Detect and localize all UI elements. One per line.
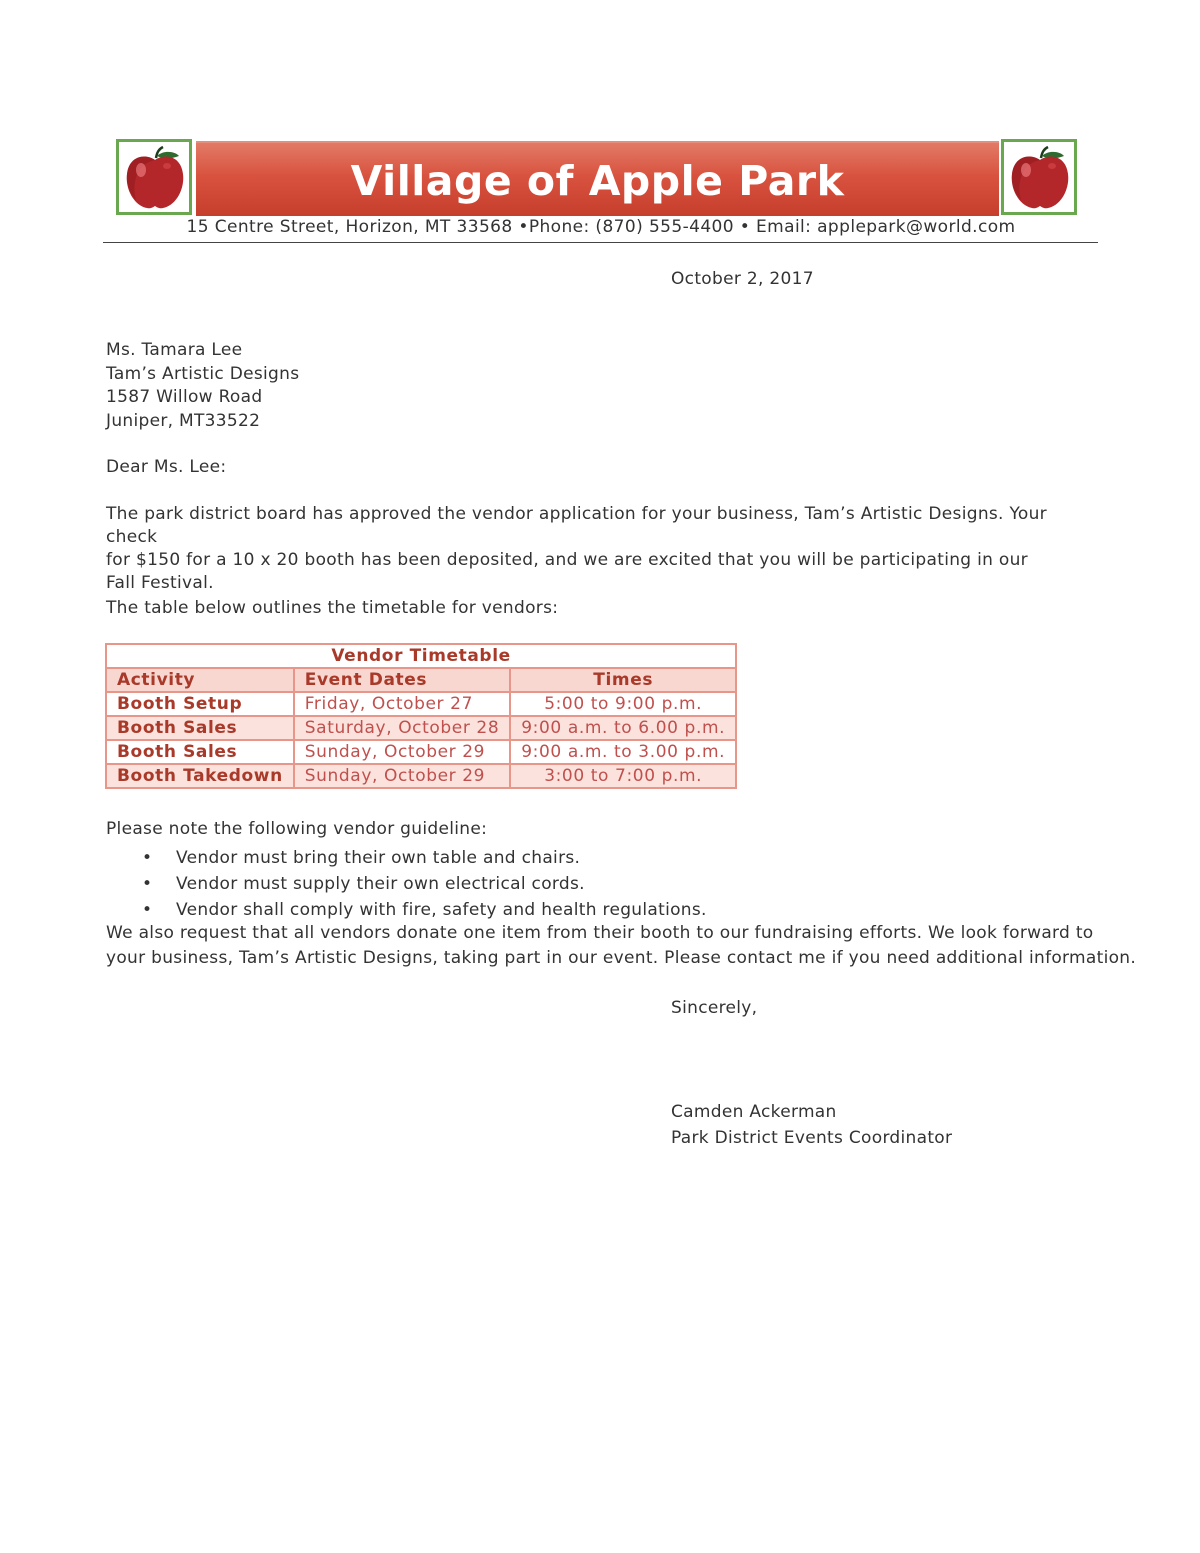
table-row — [106, 740, 736, 764]
bullet-icon: • — [142, 900, 153, 920]
table-row — [106, 692, 736, 716]
salutation: Dear Ms. Lee: — [106, 457, 227, 477]
column-header-times: Times — [510, 668, 736, 692]
guideline-intro: Please note the following vendor guideline: — [106, 819, 488, 839]
recipient-company: Tam’s Artistic Designs — [106, 363, 300, 384]
activity-cell: Booth Sales — [106, 716, 294, 740]
time-cell: 3:00 to 7:00 p.m. — [510, 764, 736, 788]
paragraph-line: your business, Tam’s Artistic Designs, taking part in our event. Please contact me if you need additional information. — [106, 948, 1137, 968]
signature-block — [671, 1099, 952, 1151]
bullet-icon: • — [142, 848, 153, 868]
time-cell: 9:00 a.m. to 3.00 p.m. — [510, 740, 736, 764]
apple-logo-left — [116, 139, 192, 215]
organization-title: Village of Apple Park — [350, 156, 845, 205]
signer-title: Park District Events Coordinator — [671, 1128, 953, 1148]
recipient-address-block — [106, 339, 299, 433]
table-header-row — [106, 668, 736, 692]
paragraph-line: for $150 for a 10 x 20 booth has been deposited, and we are excited that you will be participating in our — [106, 550, 1028, 570]
date-cell: Sunday, October 29 — [294, 764, 510, 788]
paragraph-line: Fall Festival. — [106, 573, 214, 593]
letterhead-divider — [103, 242, 1098, 243]
recipient-street: 1587 Willow Road — [106, 387, 263, 407]
date-cell: Sunday, October 29 — [294, 740, 510, 764]
date-cell: Saturday, October 28 — [294, 716, 510, 740]
table-caption: Vendor Timetable — [106, 644, 736, 668]
guideline-text: Vendor must bring their own table and chairs. — [176, 848, 581, 868]
body-paragraph-1 — [106, 503, 1096, 595]
time-cell: 5:00 to 9:00 p.m. — [510, 692, 736, 716]
list-item — [106, 845, 707, 871]
guideline-list — [106, 845, 707, 923]
bullet-icon: • — [142, 874, 153, 894]
letterhead-banner — [196, 141, 999, 216]
column-header-event-dates: Event Dates — [294, 668, 510, 692]
apple-icon — [123, 144, 187, 212]
activity-cell: Booth Setup — [106, 692, 294, 716]
guideline-text: Vendor must supply their own electrical cords. — [176, 874, 585, 894]
apple-logo-right — [1001, 139, 1077, 215]
vendor-timetable — [105, 643, 737, 789]
body-paragraph-2 — [106, 921, 1136, 971]
list-item — [106, 897, 707, 923]
column-header-activity: Activity — [106, 668, 294, 692]
table-row — [106, 764, 736, 788]
activity-cell: Booth Sales — [106, 740, 294, 764]
letter-date: October 2, 2017 — [671, 269, 814, 289]
apple-icon — [1008, 144, 1072, 212]
table-row — [106, 716, 736, 740]
table-caption-row — [106, 644, 736, 668]
time-cell: 9:00 a.m. to 6.00 p.m. — [510, 716, 736, 740]
recipient-name: Ms. Tamara Lee — [106, 340, 243, 360]
paragraph-line: We also request that all vendors donate one item from their booth to our fundraising efforts. We look forward to — [106, 923, 1094, 943]
paragraph-line: The park district board has approved the vendor application for your business, Tam’s Artistic Designs. Your check — [106, 504, 1047, 547]
closing: Sincerely, — [671, 998, 758, 1018]
recipient-city: Juniper, MT33522 — [106, 410, 261, 431]
signer-name: Camden Ackerman — [671, 1102, 837, 1122]
activity-cell: Booth Takedown — [106, 764, 294, 788]
guideline-text: Vendor shall comply with fire, safety and health regulations. — [176, 900, 707, 920]
date-cell: Friday, October 27 — [294, 692, 510, 716]
table-intro-text: The table below outlines the timetable for vendors: — [106, 598, 559, 618]
letterhead-address: 15 Centre Street, Horizon, MT 33568 •Phone: (870) 555-4400 • Email: applepark@world.com — [186, 217, 1016, 237]
list-item — [106, 871, 707, 897]
